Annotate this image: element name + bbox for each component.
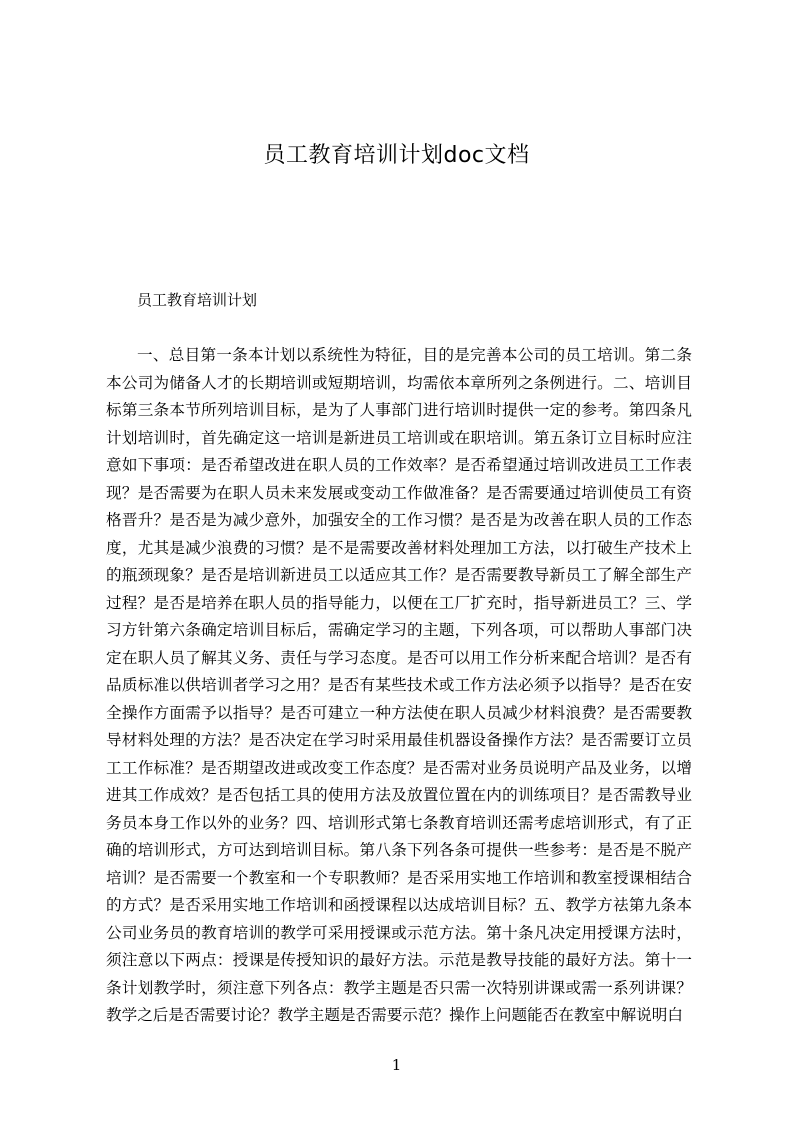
section-heading: 员工教育培训计划 [137,291,258,309]
body-paragraph: 一、总目第一条本计划以系统性为特征，目的是完善本公司的员工培训。第二条本公司为储备人才的长期培训或短期培训，均需依本章所列之条例进行。二、培训目标第三条本节所列培训目标，是为了人事部门进行培训时提供一定的参考。第四条凡计划培训时，首先确定这一培训是新进员工培训或在职培训。第五条订立目标时应注意如下事项：是否希望改进在职人员的工作效率？是否希望通过培训改进员工工作表现？是否需要为在职人员未来发展或变动工作做准备？是否需要通过培训使员工有资格晋升？是否是为减少意外，加强安全的工作习惯？是否是为改善在职人员的工作态度，尤其是减少浪费的习惯？是不是需要改善材料处理加工方法，以打破生产技术上的瓶颈现象？是否是培训新进员工以适应其工作？是否需要教导新员工了解全部生产过程？是否是培养在职人员的指导能力，以便在工厂扩充时，指导新进员工？三、学习方针第六条确定培训目标后，需确定学习的主题，下列各项，可以帮助人事部门决定在职人员了解其义务、责任与学习态度。是否可以用工作分析来配合培训？是否有品质标准以供培训者学习之用？是否有某些技术或工作方法必须予以指导？是否在安全操作方面需予以指导？是否可建立一种方法使在职人员减少材料浪费？是否需要教导材料处理的方法？是否决定在学习时采用最佳机器设备操作方法？是否需要订立员工工作标准？是否期望改进或改变工作态度？是否需对业务员说明产品及业务，以增进其工作成效？是否包括工具的使用方法及放置位置在内的训练项目？是否需教导业务员本身工作以外的业务？四、培训形式第七条教育培训还需考虑培训形式，有了正确的培训形式，方可达到培训目标。第八条下列各条可提供一些参考：是否是不脱产培训？是否需要一个教室和一个专职教师？是否采用实地工作培训和教室授课相结合的方式？是否采用实地工作培训和函授课程以达成培训目标？五、教学方祛第九条本公司业务员的教育培训的教学可采用授课或示范方法。第十条凡决定用授课方法时，须注意以下两点：授课是传授知识的最好方法。示范是教导技能的最好方法。第十一条计划教学时，须注意下列各点：教学主题是否只需一次特别讲课或需一系列讲课？教学之后是否需要讨论？教学主题是否需要示范？操作上问题能否在教室中解说明白 [106,346,692,1024]
page-number: 1 [391,1056,402,1074]
document-title: 员工教育培训计划doc文档 [263,143,530,168]
